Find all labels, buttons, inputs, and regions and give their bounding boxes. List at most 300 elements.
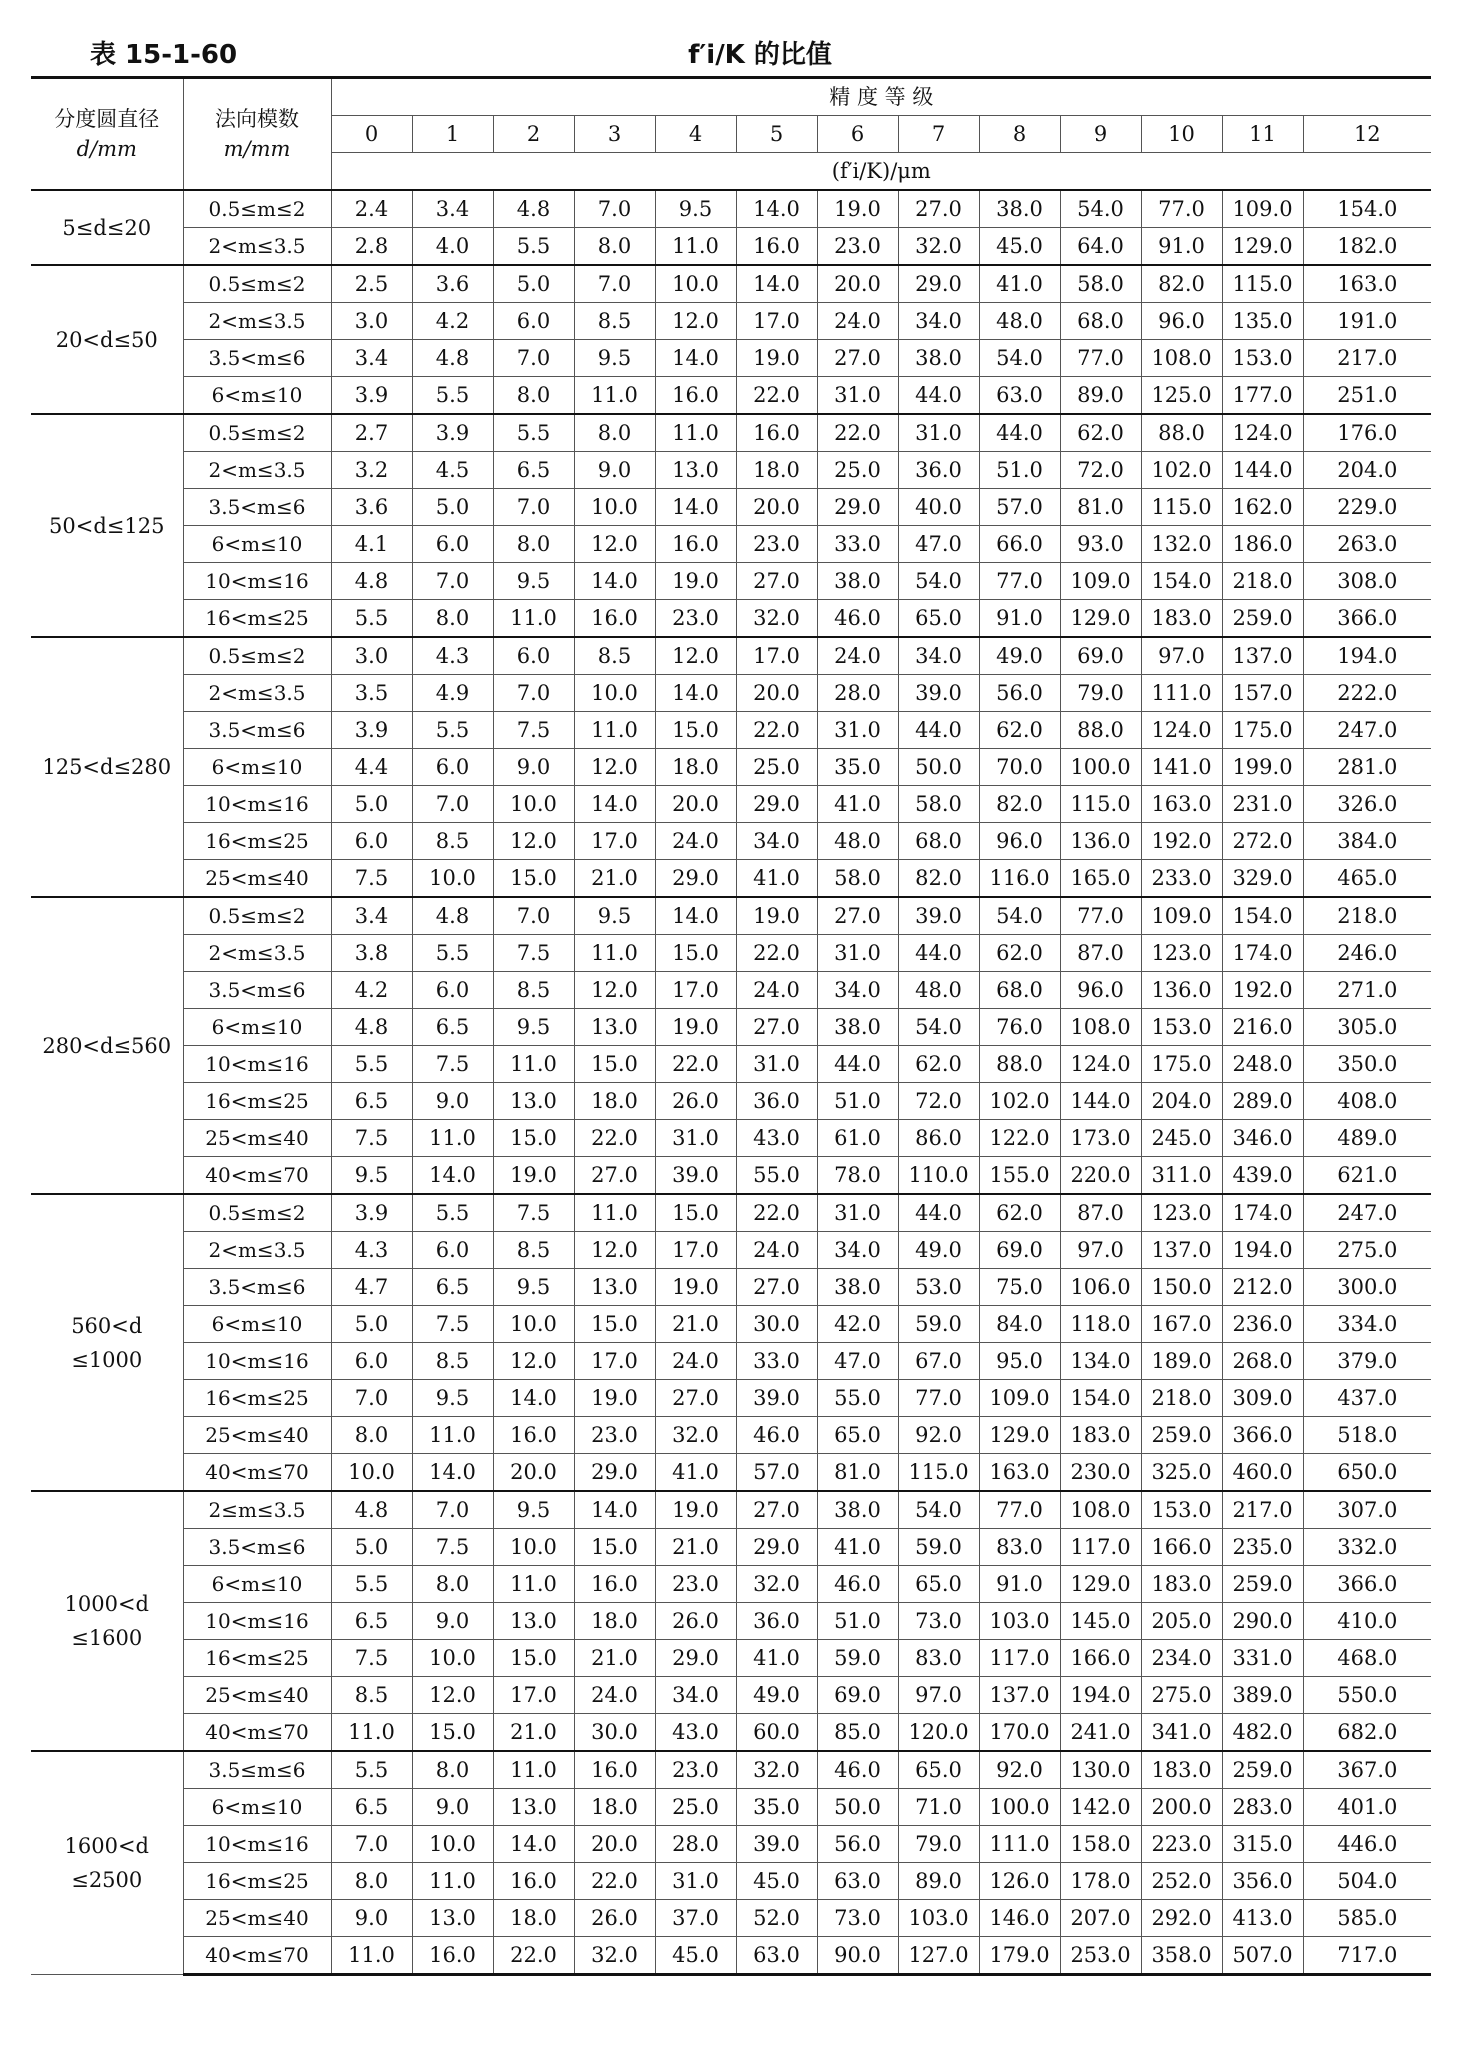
value-cell: 109.0 bbox=[979, 1380, 1060, 1417]
value-cell: 7.5 bbox=[331, 1640, 412, 1677]
module-range: 3.5<m≤6 bbox=[183, 340, 331, 377]
value-cell: 77.0 bbox=[1060, 340, 1141, 377]
module-range: 25<m≤40 bbox=[183, 1120, 331, 1157]
value-cell: 44.0 bbox=[817, 1046, 898, 1083]
value-cell: 4.4 bbox=[331, 749, 412, 786]
value-cell: 259.0 bbox=[1141, 1417, 1222, 1454]
value-cell: 10.0 bbox=[331, 1454, 412, 1492]
table-number: 表 15-1-60 bbox=[90, 40, 238, 70]
value-cell: 174.0 bbox=[1222, 1194, 1303, 1232]
value-cell: 96.0 bbox=[1060, 972, 1141, 1009]
diameter-range: 560<d ≤1000 bbox=[31, 1194, 183, 1491]
value-cell: 204.0 bbox=[1141, 1083, 1222, 1120]
module-range: 3.5<m≤6 bbox=[183, 712, 331, 749]
value-cell: 12.0 bbox=[574, 526, 655, 563]
value-cell: 100.0 bbox=[979, 1789, 1060, 1826]
value-cell: 13.0 bbox=[493, 1789, 574, 1826]
value-cell: 16.0 bbox=[574, 1566, 655, 1603]
module-range: 10<m≤16 bbox=[183, 563, 331, 600]
diameter-range: 20<d≤50 bbox=[31, 265, 183, 414]
value-cell: 8.5 bbox=[493, 972, 574, 1009]
grade-6: 6 bbox=[817, 116, 898, 153]
value-cell: 92.0 bbox=[979, 1751, 1060, 1789]
value-cell: 7.5 bbox=[331, 1120, 412, 1157]
table-row bbox=[31, 1157, 1431, 1195]
value-cell: 135.0 bbox=[1222, 303, 1303, 340]
module-range: 3.5<m≤6 bbox=[183, 1269, 331, 1306]
value-cell: 25.0 bbox=[736, 749, 817, 786]
value-cell: 126.0 bbox=[979, 1863, 1060, 1900]
module-range: 0.5≤m≤2 bbox=[183, 637, 331, 675]
value-cell: 17.0 bbox=[574, 823, 655, 860]
value-cell: 15.0 bbox=[574, 1046, 655, 1083]
value-cell: 6.0 bbox=[412, 1232, 493, 1269]
value-cell: 41.0 bbox=[736, 860, 817, 898]
table-row bbox=[31, 1009, 1431, 1046]
value-cell: 166.0 bbox=[1060, 1640, 1141, 1677]
value-cell: 14.0 bbox=[736, 190, 817, 228]
value-cell: 81.0 bbox=[1060, 489, 1141, 526]
value-cell: 200.0 bbox=[1141, 1789, 1222, 1826]
value-cell: 173.0 bbox=[1060, 1120, 1141, 1157]
module-range: 25<m≤40 bbox=[183, 860, 331, 898]
value-cell: 77.0 bbox=[979, 1491, 1060, 1529]
value-cell: 10.0 bbox=[655, 265, 736, 303]
value-cell: 19.0 bbox=[736, 340, 817, 377]
value-cell: 28.0 bbox=[655, 1826, 736, 1863]
value-cell: 27.0 bbox=[736, 1491, 817, 1529]
header-module bbox=[183, 78, 331, 191]
value-cell: 39.0 bbox=[736, 1380, 817, 1417]
value-cell: 117.0 bbox=[1060, 1529, 1141, 1566]
value-cell: 170.0 bbox=[979, 1714, 1060, 1752]
value-cell: 82.0 bbox=[898, 860, 979, 898]
value-cell: 460.0 bbox=[1222, 1454, 1303, 1492]
value-cell: 183.0 bbox=[1141, 1566, 1222, 1603]
grade-2: 2 bbox=[493, 116, 574, 153]
table-row bbox=[31, 340, 1431, 377]
table-row bbox=[31, 1529, 1431, 1566]
value-cell: 14.0 bbox=[736, 265, 817, 303]
value-cell: 51.0 bbox=[817, 1083, 898, 1120]
value-cell: 4.1 bbox=[331, 526, 412, 563]
value-cell: 19.0 bbox=[655, 1009, 736, 1046]
value-cell: 19.0 bbox=[655, 1269, 736, 1306]
value-cell: 91.0 bbox=[979, 1566, 1060, 1603]
value-cell: 223.0 bbox=[1141, 1826, 1222, 1863]
value-cell: 5.0 bbox=[412, 489, 493, 526]
value-cell: 259.0 bbox=[1222, 600, 1303, 638]
value-cell: 24.0 bbox=[655, 1343, 736, 1380]
value-cell: 413.0 bbox=[1222, 1900, 1303, 1937]
value-cell: 12.0 bbox=[574, 972, 655, 1009]
table-row bbox=[31, 860, 1431, 898]
value-cell: 10.0 bbox=[493, 1306, 574, 1343]
value-cell: 315.0 bbox=[1222, 1826, 1303, 1863]
value-cell: 90.0 bbox=[817, 1937, 898, 1975]
value-cell: 11.0 bbox=[493, 1566, 574, 1603]
value-cell: 10.0 bbox=[574, 675, 655, 712]
value-cell: 51.0 bbox=[979, 452, 1060, 489]
value-cell: 7.0 bbox=[574, 190, 655, 228]
table-row bbox=[31, 935, 1431, 972]
value-cell: 401.0 bbox=[1303, 1789, 1431, 1826]
value-cell: 8.0 bbox=[412, 600, 493, 638]
value-cell: 15.0 bbox=[655, 712, 736, 749]
value-cell: 39.0 bbox=[898, 675, 979, 712]
module-range: 6<m≤10 bbox=[183, 1566, 331, 1603]
value-cell: 16.0 bbox=[655, 526, 736, 563]
caption-row bbox=[90, 30, 1430, 70]
value-cell: 96.0 bbox=[979, 823, 1060, 860]
value-cell: 7.5 bbox=[493, 935, 574, 972]
value-cell: 57.0 bbox=[736, 1454, 817, 1492]
value-cell: 122.0 bbox=[979, 1120, 1060, 1157]
value-cell: 27.0 bbox=[898, 190, 979, 228]
value-cell: 4.3 bbox=[412, 637, 493, 675]
diameter-range: 1000<d ≤1600 bbox=[31, 1491, 183, 1751]
value-cell: 108.0 bbox=[1060, 1009, 1141, 1046]
value-cell: 17.0 bbox=[736, 303, 817, 340]
value-cell: 3.6 bbox=[412, 265, 493, 303]
value-cell: 5.5 bbox=[412, 377, 493, 415]
value-cell: 7.5 bbox=[412, 1046, 493, 1083]
table-row bbox=[31, 823, 1431, 860]
value-cell: 14.0 bbox=[655, 897, 736, 935]
value-cell: 31.0 bbox=[655, 1120, 736, 1157]
value-cell: 7.5 bbox=[493, 1194, 574, 1232]
value-cell: 8.0 bbox=[412, 1751, 493, 1789]
value-cell: 124.0 bbox=[1141, 712, 1222, 749]
value-cell: 63.0 bbox=[736, 1937, 817, 1975]
value-cell: 16.0 bbox=[574, 1751, 655, 1789]
value-cell: 259.0 bbox=[1222, 1566, 1303, 1603]
value-cell: 8.0 bbox=[331, 1863, 412, 1900]
value-cell: 24.0 bbox=[817, 637, 898, 675]
value-cell: 27.0 bbox=[817, 340, 898, 377]
value-cell: 8.5 bbox=[574, 637, 655, 675]
value-cell: 11.0 bbox=[574, 1194, 655, 1232]
value-cell: 123.0 bbox=[1141, 935, 1222, 972]
value-cell: 65.0 bbox=[898, 1566, 979, 1603]
module-range: 2<m≤3.5 bbox=[183, 935, 331, 972]
value-cell: 54.0 bbox=[898, 1491, 979, 1529]
value-cell: 53.0 bbox=[898, 1269, 979, 1306]
value-cell: 621.0 bbox=[1303, 1157, 1431, 1195]
value-cell: 51.0 bbox=[817, 1603, 898, 1640]
value-cell: 84.0 bbox=[979, 1306, 1060, 1343]
value-cell: 22.0 bbox=[736, 935, 817, 972]
value-cell: 68.0 bbox=[979, 972, 1060, 1009]
value-cell: 6.0 bbox=[412, 526, 493, 563]
module-range: 16<m≤25 bbox=[183, 1083, 331, 1120]
value-cell: 4.8 bbox=[412, 897, 493, 935]
value-cell: 311.0 bbox=[1141, 1157, 1222, 1195]
value-cell: 29.0 bbox=[736, 1529, 817, 1566]
value-cell: 12.0 bbox=[655, 303, 736, 340]
value-cell: 24.0 bbox=[736, 972, 817, 1009]
value-cell: 41.0 bbox=[817, 786, 898, 823]
value-cell: 72.0 bbox=[1060, 452, 1141, 489]
value-cell: 136.0 bbox=[1141, 972, 1222, 1009]
value-cell: 15.0 bbox=[493, 1120, 574, 1157]
value-cell: 17.0 bbox=[574, 1343, 655, 1380]
value-cell: 12.0 bbox=[412, 1677, 493, 1714]
value-cell: 15.0 bbox=[655, 1194, 736, 1232]
value-cell: 89.0 bbox=[1060, 377, 1141, 415]
value-cell: 30.0 bbox=[574, 1714, 655, 1752]
value-cell: 62.0 bbox=[898, 1046, 979, 1083]
value-cell: 20.0 bbox=[817, 265, 898, 303]
value-cell: 144.0 bbox=[1222, 452, 1303, 489]
value-cell: 10.0 bbox=[412, 1640, 493, 1677]
value-cell: 182.0 bbox=[1303, 228, 1431, 266]
value-cell: 5.0 bbox=[331, 786, 412, 823]
value-cell: 326.0 bbox=[1303, 786, 1431, 823]
value-cell: 65.0 bbox=[817, 1417, 898, 1454]
value-cell: 3.9 bbox=[331, 1194, 412, 1232]
value-cell: 9.5 bbox=[493, 1009, 574, 1046]
value-cell: 7.0 bbox=[493, 340, 574, 377]
value-cell: 16.0 bbox=[655, 377, 736, 415]
value-cell: 109.0 bbox=[1141, 897, 1222, 935]
value-cell: 125.0 bbox=[1141, 377, 1222, 415]
value-cell: 62.0 bbox=[979, 1194, 1060, 1232]
value-cell: 259.0 bbox=[1222, 1751, 1303, 1789]
value-cell: 332.0 bbox=[1303, 1529, 1431, 1566]
value-cell: 504.0 bbox=[1303, 1863, 1431, 1900]
value-cell: 379.0 bbox=[1303, 1343, 1431, 1380]
value-cell: 54.0 bbox=[898, 563, 979, 600]
value-cell: 137.0 bbox=[1141, 1232, 1222, 1269]
value-cell: 3.2 bbox=[331, 452, 412, 489]
table-row bbox=[31, 749, 1431, 786]
value-cell: 231.0 bbox=[1222, 786, 1303, 823]
table-row bbox=[31, 377, 1431, 415]
value-cell: 36.0 bbox=[736, 1603, 817, 1640]
value-cell: 7.0 bbox=[493, 489, 574, 526]
value-cell: 54.0 bbox=[979, 340, 1060, 377]
value-cell: 5.5 bbox=[493, 228, 574, 266]
table-row bbox=[31, 1120, 1431, 1157]
value-cell: 4.3 bbox=[331, 1232, 412, 1269]
value-cell: 367.0 bbox=[1303, 1751, 1431, 1789]
value-cell: 6.5 bbox=[331, 1603, 412, 1640]
value-cell: 33.0 bbox=[736, 1343, 817, 1380]
value-cell: 75.0 bbox=[979, 1269, 1060, 1306]
diameter-range: 1600<d ≤2500 bbox=[31, 1751, 183, 1975]
value-cell: 9.0 bbox=[412, 1083, 493, 1120]
value-cell: 16.0 bbox=[493, 1417, 574, 1454]
grade-3: 3 bbox=[574, 116, 655, 153]
value-cell: 4.7 bbox=[331, 1269, 412, 1306]
value-cell: 241.0 bbox=[1060, 1714, 1141, 1752]
value-cell: 103.0 bbox=[898, 1900, 979, 1937]
value-cell: 34.0 bbox=[736, 823, 817, 860]
value-cell: 28.0 bbox=[817, 675, 898, 712]
header-module-label: 法向模数 bbox=[215, 107, 299, 131]
value-cell: 39.0 bbox=[655, 1157, 736, 1195]
module-range: 10<m≤16 bbox=[183, 1826, 331, 1863]
value-cell: 30.0 bbox=[736, 1306, 817, 1343]
value-cell: 275.0 bbox=[1303, 1232, 1431, 1269]
value-cell: 49.0 bbox=[736, 1677, 817, 1714]
table-row bbox=[31, 897, 1431, 935]
value-cell: 7.0 bbox=[412, 1491, 493, 1529]
header-row-1 bbox=[31, 78, 1431, 116]
grade-1: 1 bbox=[412, 116, 493, 153]
value-cell: 14.0 bbox=[493, 1826, 574, 1863]
value-cell: 27.0 bbox=[736, 563, 817, 600]
value-cell: 21.0 bbox=[574, 860, 655, 898]
value-cell: 8.5 bbox=[412, 1343, 493, 1380]
module-range: 6<m≤10 bbox=[183, 1009, 331, 1046]
value-cell: 366.0 bbox=[1303, 1566, 1431, 1603]
value-cell: 650.0 bbox=[1303, 1454, 1431, 1492]
value-cell: 27.0 bbox=[736, 1009, 817, 1046]
value-cell: 44.0 bbox=[898, 1194, 979, 1232]
value-cell: 27.0 bbox=[574, 1157, 655, 1195]
value-cell: 29.0 bbox=[574, 1454, 655, 1492]
value-cell: 37.0 bbox=[655, 1900, 736, 1937]
module-range: 16<m≤25 bbox=[183, 1640, 331, 1677]
value-cell: 145.0 bbox=[1060, 1603, 1141, 1640]
value-cell: 36.0 bbox=[736, 1083, 817, 1120]
table-row bbox=[31, 972, 1431, 1009]
value-cell: 9.5 bbox=[493, 563, 574, 600]
value-cell: 19.0 bbox=[655, 1491, 736, 1529]
value-cell: 79.0 bbox=[1060, 675, 1141, 712]
table-row bbox=[31, 414, 1431, 452]
table-row bbox=[31, 1677, 1431, 1714]
value-cell: 38.0 bbox=[979, 190, 1060, 228]
value-cell: 19.0 bbox=[655, 563, 736, 600]
value-cell: 290.0 bbox=[1222, 1603, 1303, 1640]
value-cell: 96.0 bbox=[1141, 303, 1222, 340]
value-cell: 44.0 bbox=[898, 935, 979, 972]
value-cell: 61.0 bbox=[817, 1120, 898, 1157]
value-cell: 4.8 bbox=[331, 563, 412, 600]
value-cell: 92.0 bbox=[898, 1417, 979, 1454]
value-cell: 8.0 bbox=[493, 377, 574, 415]
value-cell: 8.5 bbox=[493, 1232, 574, 1269]
value-cell: 217.0 bbox=[1222, 1491, 1303, 1529]
value-cell: 235.0 bbox=[1222, 1529, 1303, 1566]
value-cell: 34.0 bbox=[817, 972, 898, 1009]
value-cell: 3.9 bbox=[331, 377, 412, 415]
value-cell: 11.0 bbox=[493, 600, 574, 638]
value-cell: 12.0 bbox=[574, 1232, 655, 1269]
value-cell: 115.0 bbox=[898, 1454, 979, 1492]
value-cell: 300.0 bbox=[1303, 1269, 1431, 1306]
value-cell: 83.0 bbox=[898, 1640, 979, 1677]
value-cell: 25.0 bbox=[817, 452, 898, 489]
grade-5: 5 bbox=[736, 116, 817, 153]
value-cell: 23.0 bbox=[655, 600, 736, 638]
value-cell: 69.0 bbox=[979, 1232, 1060, 1269]
value-cell: 334.0 bbox=[1303, 1306, 1431, 1343]
value-cell: 3.5 bbox=[331, 675, 412, 712]
value-cell: 62.0 bbox=[1060, 414, 1141, 452]
value-cell: 54.0 bbox=[1060, 190, 1141, 228]
table-row bbox=[31, 1306, 1431, 1343]
module-range: 3.5≤m≤6 bbox=[183, 1751, 331, 1789]
value-cell: 5.0 bbox=[493, 265, 574, 303]
value-cell: 137.0 bbox=[1222, 637, 1303, 675]
module-range: 3.5<m≤6 bbox=[183, 489, 331, 526]
value-cell: 14.0 bbox=[655, 340, 736, 377]
value-cell: 366.0 bbox=[1222, 1417, 1303, 1454]
value-cell: 24.0 bbox=[817, 303, 898, 340]
value-cell: 4.5 bbox=[412, 452, 493, 489]
value-cell: 11.0 bbox=[574, 377, 655, 415]
value-cell: 2.4 bbox=[331, 190, 412, 228]
table-row bbox=[31, 1417, 1431, 1454]
value-cell: 247.0 bbox=[1303, 712, 1431, 749]
table-row bbox=[31, 1343, 1431, 1380]
value-cell: 79.0 bbox=[898, 1826, 979, 1863]
value-cell: 550.0 bbox=[1303, 1677, 1431, 1714]
value-cell: 31.0 bbox=[817, 935, 898, 972]
table-row bbox=[31, 1751, 1431, 1789]
value-cell: 97.0 bbox=[898, 1677, 979, 1714]
value-cell: 54.0 bbox=[898, 1009, 979, 1046]
value-cell: 31.0 bbox=[817, 712, 898, 749]
value-cell: 14.0 bbox=[574, 1491, 655, 1529]
table-row bbox=[31, 675, 1431, 712]
value-cell: 15.0 bbox=[655, 935, 736, 972]
value-cell: 22.0 bbox=[655, 1046, 736, 1083]
value-cell: 82.0 bbox=[979, 786, 1060, 823]
value-cell: 102.0 bbox=[979, 1083, 1060, 1120]
value-cell: 103.0 bbox=[979, 1603, 1060, 1640]
grade-8: 8 bbox=[979, 116, 1060, 153]
value-cell: 63.0 bbox=[817, 1863, 898, 1900]
value-cell: 29.0 bbox=[898, 265, 979, 303]
value-cell: 346.0 bbox=[1222, 1120, 1303, 1157]
value-cell: 8.5 bbox=[331, 1677, 412, 1714]
module-range: 40<m≤70 bbox=[183, 1454, 331, 1492]
value-cell: 176.0 bbox=[1303, 414, 1431, 452]
grade-12: 12 bbox=[1303, 116, 1431, 153]
value-cell: 4.8 bbox=[331, 1009, 412, 1046]
value-cell: 177.0 bbox=[1222, 377, 1303, 415]
value-cell: 41.0 bbox=[736, 1640, 817, 1677]
value-cell: 23.0 bbox=[817, 228, 898, 266]
value-cell: 247.0 bbox=[1303, 1194, 1431, 1232]
value-cell: 13.0 bbox=[412, 1900, 493, 1937]
value-cell: 218.0 bbox=[1222, 563, 1303, 600]
value-cell: 4.2 bbox=[412, 303, 493, 340]
value-cell: 56.0 bbox=[979, 675, 1060, 712]
value-cell: 41.0 bbox=[979, 265, 1060, 303]
value-cell: 179.0 bbox=[979, 1937, 1060, 1975]
value-cell: 29.0 bbox=[655, 860, 736, 898]
value-cell: 384.0 bbox=[1303, 823, 1431, 860]
table-row bbox=[31, 1046, 1431, 1083]
value-cell: 7.0 bbox=[331, 1826, 412, 1863]
value-cell: 253.0 bbox=[1060, 1937, 1141, 1975]
value-cell: 489.0 bbox=[1303, 1120, 1431, 1157]
value-cell: 7.5 bbox=[493, 712, 574, 749]
value-cell: 38.0 bbox=[898, 340, 979, 377]
value-cell: 59.0 bbox=[817, 1640, 898, 1677]
value-cell: 155.0 bbox=[979, 1157, 1060, 1195]
value-cell: 110.0 bbox=[898, 1157, 979, 1195]
value-cell: 100.0 bbox=[1060, 749, 1141, 786]
value-cell: 217.0 bbox=[1303, 340, 1431, 377]
value-cell: 153.0 bbox=[1141, 1491, 1222, 1529]
